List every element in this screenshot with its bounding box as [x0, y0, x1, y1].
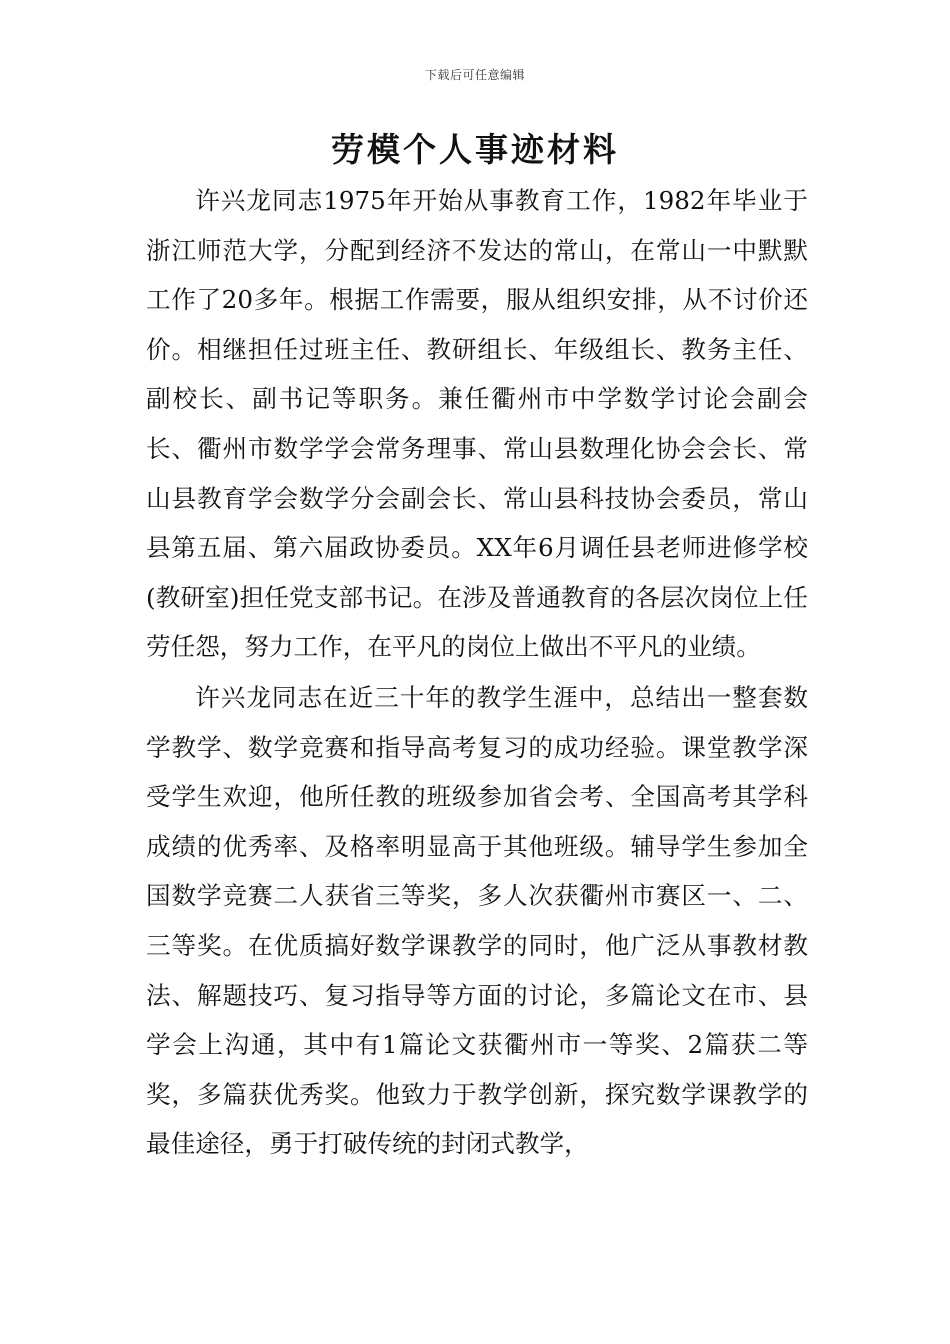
paragraph-2: 许兴龙同志在近三十年的教学生涯中，总结出一整套数学教学、数学竞赛和指导高考复习的成功经验。课堂教学深受学生欢迎，他所任教的班级参加省会考、全国高考其学科成绩的优秀率、及格率明显高于其他班级。辅导学生参加全国数学竞赛二人获省三等奖，多人次获衢州市赛区一、二、三等奖。在优质搞好数学课教学的同时，他广泛从事教材教法、解题技巧、复习指导等方面的讨论，多篇论文在市、县学会上沟通，其中有1篇论文获衢州市一等奖、2篇获二等奖，多篇获优秀奖。他致力于教学创新，探究数学课教学的最佳途径，勇于打破传统的封闭式教学， — [146, 682, 808, 1159]
document-body — [146, 176, 808, 1169]
header-note: 下载后可任意编辑 — [424, 68, 525, 82]
paragraph-1: 许兴龙同志1975年开始从事教育工作，1982年毕业于浙江师范大学，分配到经济不发达的常山，在常山一中默默工作了20多年。根据工作需要，服从组织安排，从不讨价还价。相继担任过班主任、教研组长、年级组长、教务主任、副校长、副书记等职务。兼任衢州市中学数学讨论会副会长、衢州市数学学会常务理事、常山县数理化协会会长、常山县教育学会数学分会副会长、常山县科技协会委员，常山县第五届、第六届政协委员。XX年6月调任县老师进修学校(教研室)担任党支部书记。在涉及普通教育的各层次岗位上任劳任怨，努力工作，在平凡的岗位上做出不平凡的业绩。 — [146, 186, 808, 662]
document-title: 劳模个人事迹材料 — [331, 130, 619, 169]
